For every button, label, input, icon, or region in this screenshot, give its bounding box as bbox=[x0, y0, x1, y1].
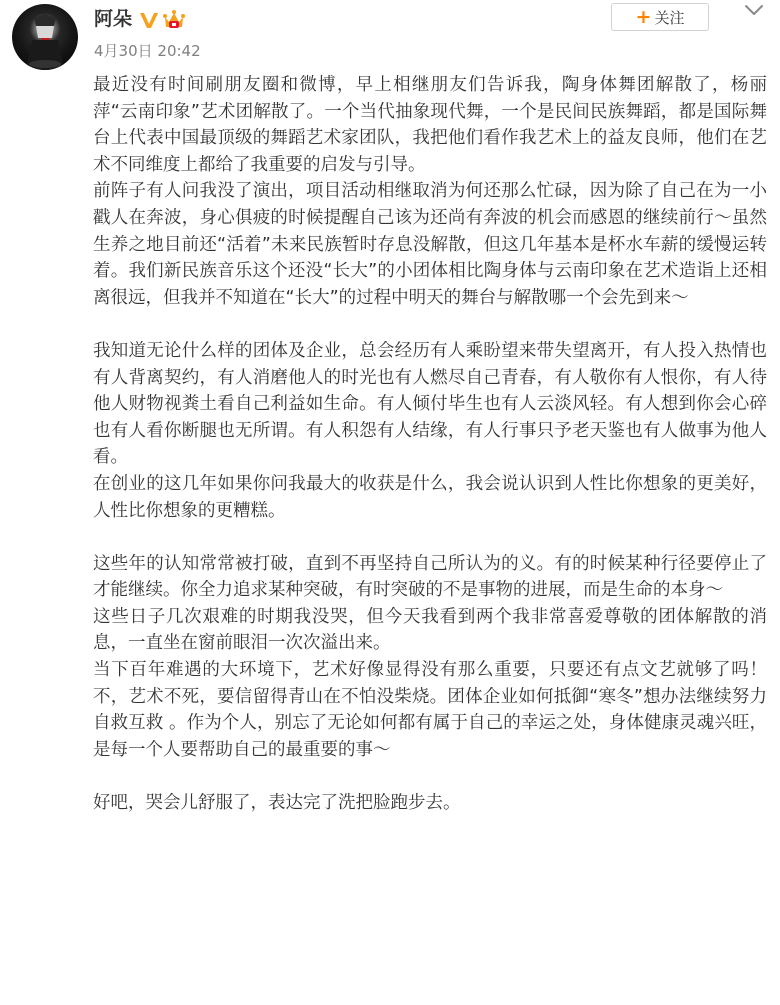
post-text bbox=[93, 72, 767, 817]
paragraph: 我知道无论什么样的团体及企业，总会经历有人乘盼望来带失望离开，有人投入热情也有人背离契约，有人消磨他人的时光也有人燃尽自己青春，有人敬你有人恨你，有人待他人财物视粪土看自己利益如生命。有人倾付毕生也有人云淡风轻。有人想到你会心碎也有人看你断腿也无所谓。有人积怨有人结缘，有人行事只予老天鉴也有人做事为他人看。 bbox=[93, 340, 767, 468]
crown-vip-icon[interactable] bbox=[162, 9, 186, 31]
follow-button[interactable] bbox=[611, 3, 709, 31]
v-verified-icon bbox=[139, 10, 159, 30]
paragraph: 前阵子有人问我没了演出，项目活动相继取消为何还那么忙碌，因为除了自己在为一小戳人在奔波，身心俱疲的时候提醒自己该为还尚有奔波的机会而感恩的继续前行～虽然生养之地目前还“活着”未来民族暂时存息没解散，但这几年基本是杯水车薪的缓慢运转着。我们新民族音乐这个还没“长大”的小团体相比陶身体与云南印象在艺术造诣上还相离很远，但我并不知道在“长大”的过程中明天的舞台与解散哪一个会先到来～ bbox=[93, 181, 767, 308]
follow-label: 关注 bbox=[654, 8, 685, 27]
avatar[interactable] bbox=[12, 4, 78, 70]
plus-icon: + bbox=[635, 5, 652, 28]
paragraph: 这些年的认知常常被打破，直到不再坚持自己所认为的义。有的时候某种行径要停止了才能继续。你全力追求某种突破，有时突破的不是事物的进展，而是生命的本身～ bbox=[93, 553, 767, 601]
paragraph-gap bbox=[93, 524, 767, 551]
paragraph-gap bbox=[93, 763, 767, 790]
avatar-image bbox=[12, 4, 78, 70]
paragraph: 好吧，哭会儿舒服了，表达完了洗把脸跑步去。 bbox=[93, 793, 461, 814]
paragraph-gap bbox=[93, 311, 767, 338]
paragraph: 这些日子几次艰难的时期我没哭，但今天我看到两个我非常喜爱尊敬的团体解散的消息，一直坐在窗前眼泪一次次溢出来。 bbox=[93, 606, 767, 654]
post-header bbox=[0, 0, 780, 70]
paragraph: 最近没有时间刷朋友圈和微博，早上相继朋友们告诉我，陶身体舞团解散了，杨丽萍“云南印象”艺术团解散了。一个当代抽象现代舞，一个是民间民族舞蹈，都是国际舞台上代表中国最顶级的舞蹈艺术家团队，我把他们看作我艺术上的益友良师，他们在艺术不同维度上都给了我重要的启发与引导。 bbox=[93, 75, 767, 175]
paragraph: 当下百年难遇的大环境下，艺术好像显得没有那么重要，只要还有点文艺就够了吗！不，艺术不死，要信留得青山在不怕没柴烧。团体企业如何抵御“寒冬”想办法继续努力自救互救 。作为个人，别忘了无论如何都有属于自己的幸运之处，身体健康灵魂兴旺，是每一个人要帮助自己的最重要的事～ bbox=[93, 660, 767, 760]
chevron-down-icon[interactable] bbox=[744, 3, 764, 17]
paragraph: 在创业的这几年如果你问我最大的收获是什么，我会说认识到人性比你想象的更美好，人性比你想象的更糟糕。 bbox=[93, 473, 767, 521]
post-time[interactable]: 4月30日 20:42 bbox=[94, 42, 201, 60]
author-name[interactable]: 阿朵 bbox=[94, 8, 133, 30]
